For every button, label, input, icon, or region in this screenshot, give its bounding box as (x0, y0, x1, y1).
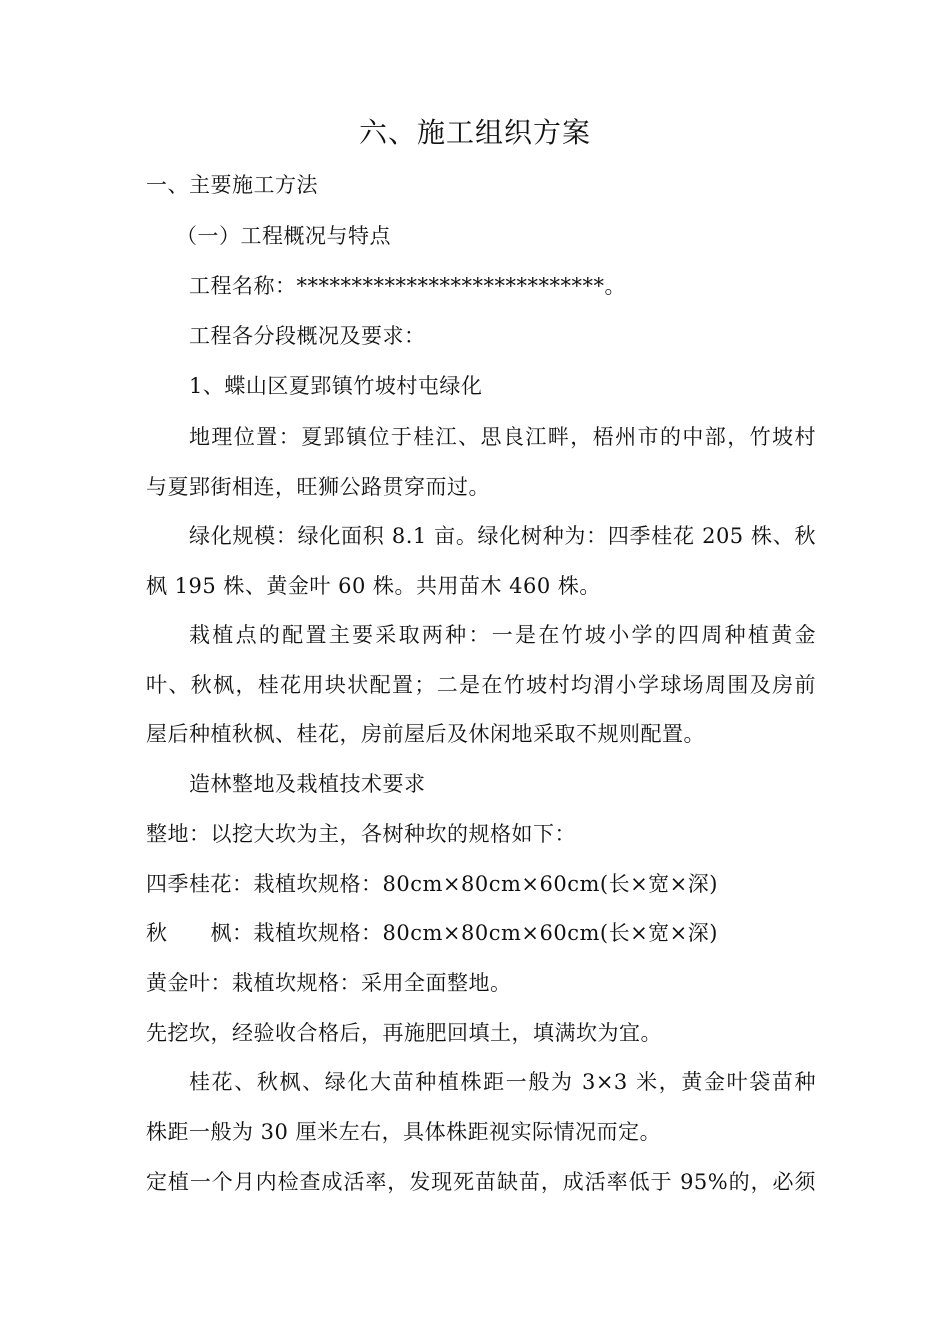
project-name: 工程名称：****************************。 (189, 274, 626, 298)
paragraph-line: 整地：以挖大坎为主，各树种坎的规格如下： (146, 822, 576, 846)
subsection-heading: （一）工程概况与特点 (176, 224, 391, 248)
page-title: 六、施工组织方案 (358, 116, 591, 149)
tech-heading: 造林整地及栽植技术要求 (189, 772, 426, 796)
paragraph-line: 栽植点的配置主要采取两种：一是在竹坡小学的四周种植黄金 (189, 623, 816, 647)
spec-line: 四季桂花：栽植坎规格：80cm×80cm×60cm(长×宽×深) (146, 872, 718, 896)
spec-line: 黄金叶：栽植坎规格：采用全面整地。 (146, 971, 512, 995)
paragraph-line: 株距一般为 30 厘米左右，具体株距视实际情况而定。 (146, 1120, 662, 1144)
paragraph-line: 桂花、秋枫、绿化大苗种植株距一般为 3×3 米，黄金叶袋苗种 (189, 1070, 816, 1094)
spec-line: 秋 枫：栽植坎规格：80cm×80cm×60cm(长×宽×深) (146, 921, 718, 945)
paragraph-line: 与夏郢街相连，旺狮公路贯穿而过。 (146, 475, 490, 499)
paragraph-line: 地理位置：夏郢镇位于桂江、思良江畔，梧州市的中部，竹坡村 (189, 425, 816, 449)
paragraph-line: 绿化规模：绿化面积 8.1 亩。绿化树种为：四季桂花 205 株、秋 (189, 524, 816, 548)
paragraph-line: 先挖坎，经验收合格后，再施肥回填土，填满坎为宜。 (146, 1021, 662, 1045)
paragraph-line: 屋后种植秋枫、桂花，房前屋后及休闲地采取不规则配置。 (146, 722, 705, 746)
paragraph-line: 叶、秋枫，桂花用块状配置；二是在竹坡村均渭小学球场周围及房前 (146, 673, 816, 697)
item-title: 1、蝶山区夏郢镇竹坡村屯绿化 (189, 374, 483, 398)
section-heading: 一、主要施工方法 (146, 173, 318, 197)
paragraph-line: 定植一个月内检查成活率，发现死苗缺苗，成活率低于 95%的，必须 (146, 1170, 816, 1194)
project-segments-label: 工程各分段概况及要求： (189, 324, 426, 348)
paragraph-line: 枫 195 株、黄金叶 60 株。共用苗木 460 株。 (146, 574, 601, 598)
